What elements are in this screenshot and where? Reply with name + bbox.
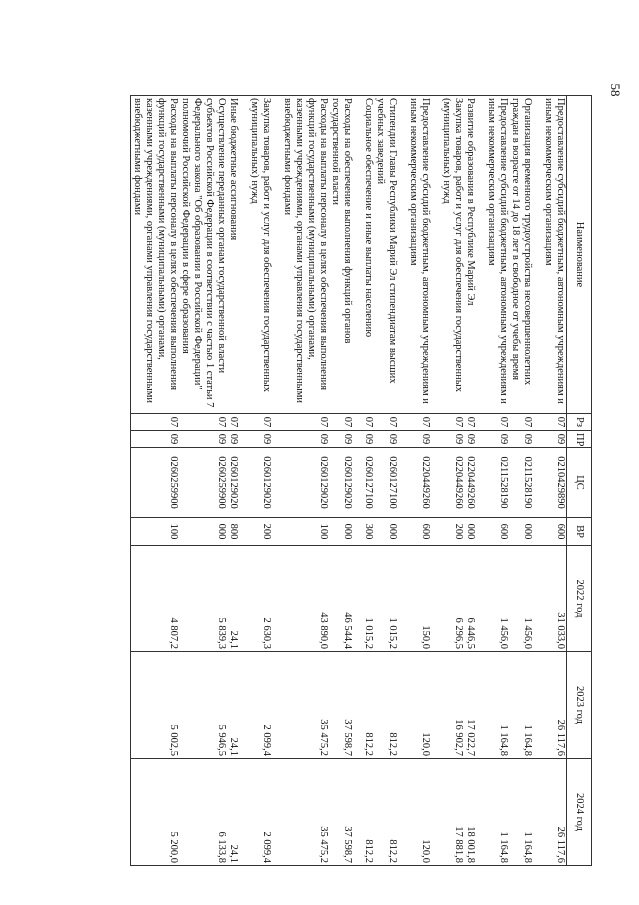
table-row [329, 96, 362, 866]
cell-name: Предоставление субсидий бюджетным, автономным учреждениям и иным некоммерческим организациям [485, 96, 509, 414]
cell-vr: 000 [509, 518, 542, 546]
page-number-container [600, 50, 630, 130]
cell-rz: 07 [248, 414, 281, 431]
header-cs: ЦС [567, 448, 592, 518]
cell-pr: 09 [131, 431, 180, 448]
cell-rz: 07 [542, 414, 567, 431]
cell-cs: 0260127100 [374, 448, 407, 518]
cell-cs: 0260129020 [281, 448, 329, 518]
cell-y2022: 1 456,0 [509, 546, 542, 652]
cell-y2022: 43 890,0 [281, 546, 329, 652]
cell-pr: 09 [485, 431, 509, 448]
header-rz: Рз [567, 414, 592, 431]
cell-y2023: 17 022,7 [464, 652, 485, 759]
cell-pr: 09 [248, 431, 281, 448]
cell-pr: 09 [509, 431, 542, 448]
cell-y2024: 812,2 [374, 759, 407, 866]
cell-pr: 09 [362, 431, 374, 448]
cell-vr: 600 [485, 518, 509, 546]
cell-rz: 07 [374, 414, 407, 431]
cell-name: Организация временного трудоустройства несовершеннолетних граждан в возрасте от 14 до 18 лет в свободное от учебы время [509, 96, 542, 414]
cell-cs: 0260127100 [362, 448, 374, 518]
cell-y2022: 2 630,3 [248, 546, 281, 652]
cell-name: Закупка товаров, работ и услуг для обеспечения государственных (муниципальных) нужд [248, 96, 281, 414]
cell-y2022: 6 446,5 [464, 546, 485, 652]
cell-y2023: 1 164,8 [485, 652, 509, 759]
cell-y2023: 35 475,2 [281, 652, 329, 759]
table-body [131, 96, 567, 866]
cell-pr: 09 [440, 431, 464, 448]
header-pr: ПР [567, 431, 592, 448]
cell-y2023: 2 099,4 [248, 652, 281, 759]
cell-y2024: 5 200,0 [131, 759, 180, 866]
cell-name: Осуществление переданных органам государственной власти субъектов Российской Федерации в соответствии с частью 1 статьи 7 Федерального закона "Об образовании в Российской Федерации" полномочий Российской Федерации в сфере образования [179, 96, 227, 414]
budget-table [130, 95, 592, 866]
cell-rz: 07 [227, 414, 248, 431]
cell-rz: 07 [131, 414, 180, 431]
cell-vr: 300 [362, 518, 374, 546]
cell-name: Иные бюджетные ассигнования [227, 96, 248, 414]
cell-vr: 000 [464, 518, 485, 546]
cell-name: Развитие образования в Республике Марий Эл [464, 96, 485, 414]
cell-y2024: 6 133,8 [179, 759, 227, 866]
table-header-row [567, 96, 592, 866]
cell-rz: 07 [362, 414, 374, 431]
cell-rz: 07 [509, 414, 542, 431]
cell-y2024: 812,2 [362, 759, 374, 866]
cell-y2022: 31 033,0 [542, 546, 567, 652]
cell-y2023: 37 598,7 [329, 652, 362, 759]
cell-y2023: 1 164,8 [509, 652, 542, 759]
table-row [281, 96, 329, 866]
cell-vr: 000 [179, 518, 227, 546]
cell-rz: 07 [179, 414, 227, 431]
cell-cs: 0260129020 [248, 448, 281, 518]
cell-y2022: 5 839,3 [179, 546, 227, 652]
cell-vr: 000 [329, 518, 362, 546]
header-2024: 2024 год [567, 759, 592, 866]
cell-cs: 0220449260 [440, 448, 464, 518]
cell-vr: 600 [407, 518, 440, 546]
cell-y2023: 812,2 [374, 652, 407, 759]
cell-y2022: 4 807,2 [131, 546, 180, 652]
cell-vr: 100 [281, 518, 329, 546]
cell-cs: 0220449260 [464, 448, 485, 518]
cell-rz: 07 [329, 414, 362, 431]
cell-y2024: 1 164,8 [485, 759, 509, 866]
cell-cs: 0211528190 [509, 448, 542, 518]
cell-cs: 0260129020 [329, 448, 362, 518]
table-row [374, 96, 407, 866]
cell-y2022: 1 015,2 [374, 546, 407, 652]
cell-y2023: 24,1 [227, 652, 248, 759]
table-row [407, 96, 440, 866]
rotated-page [97, 95, 592, 865]
cell-y2024: 2 099,4 [248, 759, 281, 866]
cell-pr: 09 [407, 431, 440, 448]
cell-cs: 0260129020 [227, 448, 248, 518]
table-row [131, 96, 180, 866]
cell-name: Расходы на обеспечение выполнения функций органов государственной власти [329, 96, 362, 414]
cell-y2024: 18 001,8 [464, 759, 485, 866]
table-row [248, 96, 281, 866]
cell-name: Социальное обеспечение и иные выплаты населению [362, 96, 374, 414]
cell-cs: 0211528190 [485, 448, 509, 518]
cell-y2024: 17 881,8 [440, 759, 464, 866]
cell-y2024: 37 598,7 [329, 759, 362, 866]
cell-y2023: 26 117,6 [542, 652, 567, 759]
cell-y2024: 35 475,2 [281, 759, 329, 866]
table-row [485, 96, 509, 866]
cell-name: Расходы на выплаты персоналу в целях обеспечения выполнения функций государственными (муниципальными) органами, казенными учреждениями, органами управления государственными внебюджетными фондами [131, 96, 180, 414]
header-name: Наименование [567, 96, 592, 414]
table-row [440, 96, 464, 866]
cell-y2023: 120,0 [407, 652, 440, 759]
table-row [464, 96, 485, 866]
cell-pr: 09 [542, 431, 567, 448]
cell-vr: 200 [440, 518, 464, 546]
cell-y2022: 24,1 [227, 546, 248, 652]
cell-y2024: 120,0 [407, 759, 440, 866]
cell-vr: 000 [374, 518, 407, 546]
cell-name: Расходы на выплаты персоналу в целях обеспечения выполнения функций государственными (муниципальными) органами, казенными учреждениями, органами управления государственными внебюджетными фондами [281, 96, 329, 414]
table-row [362, 96, 374, 866]
cell-y2023: 5 946,5 [179, 652, 227, 759]
cell-cs: 0260259900 [179, 448, 227, 518]
cell-y2022: 1 456,0 [485, 546, 509, 652]
cell-name: Стипендии Главы Республики Марий Эл стипендиатам высших учебных заведений [374, 96, 407, 414]
cell-y2024: 24,1 [227, 759, 248, 866]
table-row [542, 96, 567, 866]
header-2022: 2022 год [567, 546, 592, 652]
cell-pr: 09 [227, 431, 248, 448]
cell-y2023: 5 002,5 [131, 652, 180, 759]
cell-y2022: 6 296,5 [440, 546, 464, 652]
page-number: 58 [608, 83, 623, 97]
cell-y2023: 16 902,7 [440, 652, 464, 759]
cell-pr: 09 [179, 431, 227, 448]
cell-y2022: 46 544,4 [329, 546, 362, 652]
cell-vr: 100 [131, 518, 180, 546]
cell-y2022: 1 015,2 [362, 546, 374, 652]
cell-cs: 0260259900 [131, 448, 180, 518]
cell-name: Предоставление субсидий бюджетным, автономным учреждениям и иным некоммерческим организациям [542, 96, 567, 414]
cell-vr: 600 [542, 518, 567, 546]
cell-cs: 0210429890 [542, 448, 567, 518]
cell-pr: 09 [374, 431, 407, 448]
cell-rz: 07 [281, 414, 329, 431]
cell-cs: 0220449260 [407, 448, 440, 518]
header-vr: ВР [567, 518, 592, 546]
table-row [227, 96, 248, 866]
cell-pr: 09 [329, 431, 362, 448]
cell-vr: 800 [227, 518, 248, 546]
cell-rz: 07 [485, 414, 509, 431]
cell-y2024: 26 117,6 [542, 759, 567, 866]
cell-y2022: 150,0 [407, 546, 440, 652]
cell-y2023: 812,2 [362, 652, 374, 759]
cell-name: Закупка товаров, работ и услуг для обеспечения государственных (муниципальных) нужд [440, 96, 464, 414]
cell-pr: 09 [464, 431, 485, 448]
cell-name: Предоставление субсидий бюджетным, автономным учреждениям и иным некоммерческим организациям [407, 96, 440, 414]
table-row [179, 96, 227, 866]
cell-rz: 07 [440, 414, 464, 431]
cell-rz: 07 [464, 414, 485, 431]
cell-y2024: 1 164,8 [509, 759, 542, 866]
cell-rz: 07 [407, 414, 440, 431]
cell-vr: 200 [248, 518, 281, 546]
cell-pr: 09 [281, 431, 329, 448]
header-2023: 2023 год [567, 652, 592, 759]
table-row [509, 96, 542, 866]
